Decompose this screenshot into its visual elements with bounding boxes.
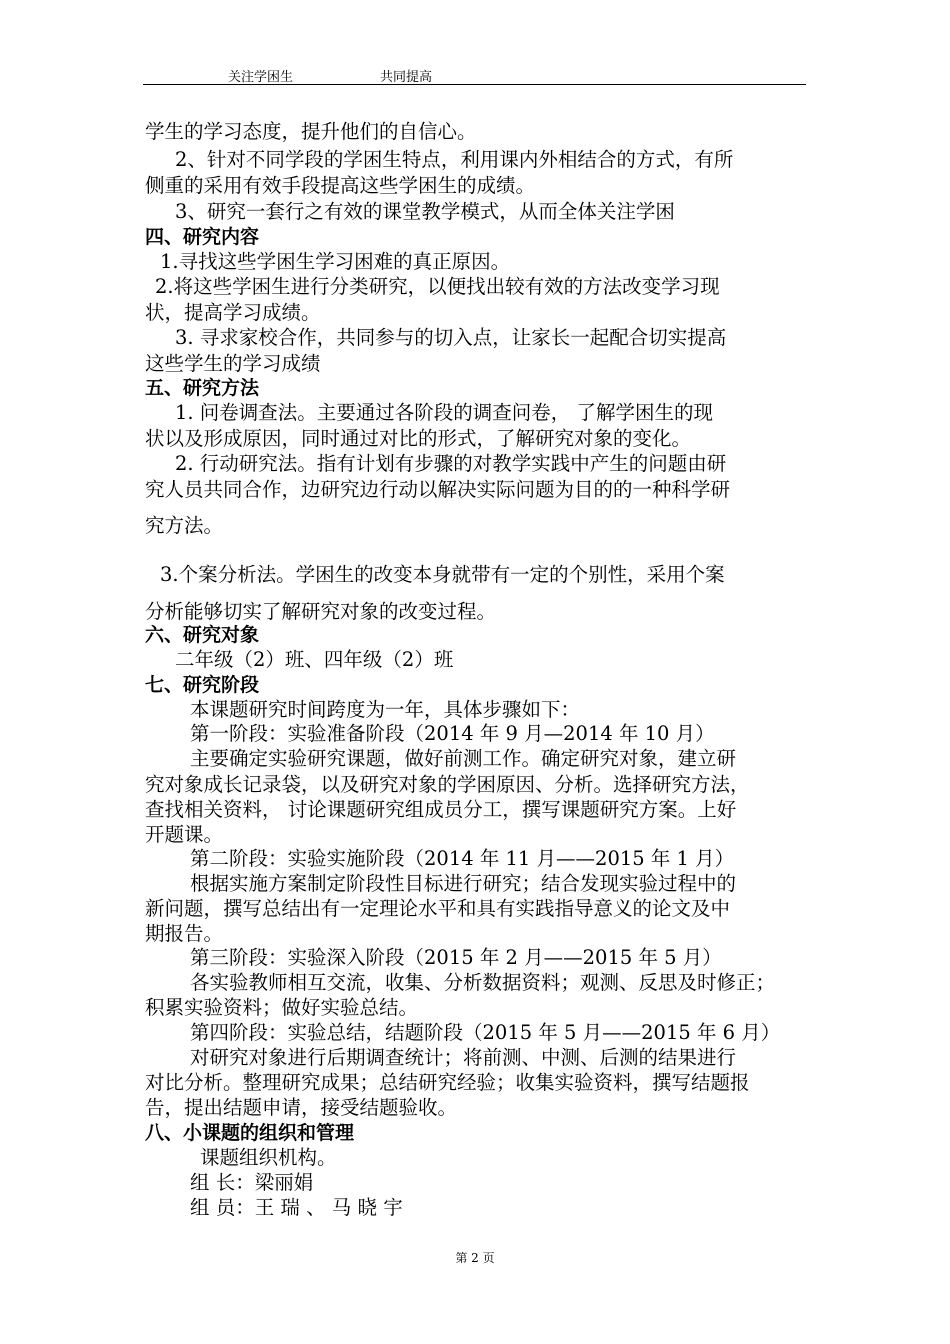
body-line: 2.将这些学困生进行分类研究，以便找出较有效的方法改变学习现	[155, 275, 720, 298]
body-line: 究对象成长记录袋，以及研究对象的学困原因、分析。选择研究方法，	[145, 773, 750, 796]
body-line: 组 员：王 瑞 、 马 晓 宇	[190, 1196, 403, 1219]
header-right: 共同提高	[380, 70, 433, 85]
body-line: 第二阶段：实验实施阶段（2014 年 11 月——2015 年 1 月）	[190, 847, 735, 870]
section-heading: 四、研究内容	[145, 226, 260, 248]
body-line: 3. 寻求家校合作，共同参与的切入点，让家长一起配合切实提高	[175, 326, 727, 349]
body-line: 2. 行动研究法。指有计划有步骤的对教学实践中产生的问题由研	[175, 452, 727, 475]
body-line: 侧重的采用有效手段提高这些学困生的成绩。	[145, 174, 536, 197]
body-line: 根据实施方案制定阶段性目标进行研究；结合发现实验过程中的	[190, 872, 737, 895]
body-line: 学生的学习态度，提升他们的自信心。	[145, 120, 477, 143]
body-line: 各实验教师相互交流，收集、分析数据资料；观测、反思及时修正；	[190, 971, 776, 994]
body-line: 3.个案分析法。学困生的改变本身就带有一定的个别性，采用个案	[160, 563, 725, 586]
body-line: 查找相关资料， 讨论课题研究组成员分工，撰写课题研究方案。上好	[145, 798, 737, 821]
body-line: 主要确定实验研究课题，做好前测工作。确定研究对象，建立研	[190, 747, 737, 770]
body-line: 第一阶段：实验准备阶段（2014 年 9 月—2014 年 10 月）	[190, 722, 715, 745]
body-line: 新问题，撰写总结出有一定理论水平和具有实践指导意义的论文及中	[145, 897, 731, 920]
header-left: 关注学困生	[228, 70, 294, 85]
body-line: 究方法。	[145, 514, 224, 537]
section-heading: 七、研究阶段	[145, 674, 260, 696]
header-divider	[143, 84, 806, 85]
body-line: 组 长：梁丽娟	[190, 1171, 314, 1194]
body-line: 开题课。	[145, 823, 224, 846]
body-line: 3、研究一套行之有效的课堂教学模式，从而全体关注学困	[175, 200, 675, 223]
body-line: 1. 问卷调查法。主要通过各阶段的调查问卷， 了解学困生的现	[175, 401, 714, 424]
body-line: 二年级（2）班、四年级（2）班	[175, 648, 454, 671]
body-line: 告，提出结题申请，接受结题验收。	[145, 1096, 458, 1119]
body-line: 第三阶段：实验深入阶段（2015 年 2 月——2015 年 5 月）	[190, 946, 722, 969]
section-heading: 五、研究方法	[145, 377, 260, 399]
body-line: 2、针对不同学段的学困生特点，利用课内外相结合的方式，有所	[175, 148, 734, 171]
body-line: 本课题研究时间跨度为一年，具体步骤如下：	[190, 698, 581, 721]
section-heading: 八、小课题的组织和管理	[145, 1122, 355, 1144]
body-line: 1.寻找这些学困生学习困难的真正原因。	[160, 250, 511, 273]
body-line: 课题组织机构。	[200, 1146, 337, 1169]
body-line: 状，提高学习成绩。	[145, 301, 321, 324]
body-line: 对研究对象进行后期调查统计；将前测、中测、后测的结果进行	[190, 1046, 737, 1069]
body-line: 究人员共同合作，边研究边行动以解决实际问题为目的的一种科学研	[145, 478, 731, 501]
body-line: 对比分析。整理研究成果；总结研究经验；收集实验资料，撰写结题报	[145, 1071, 750, 1094]
body-line: 分析能够切实了解研究对象的改变过程。	[145, 600, 497, 623]
page-number: 第 2 页	[455, 1251, 495, 1265]
body-line: 积累实验资料；做好实验总结。	[145, 996, 419, 1019]
body-line: 状以及形成原因，同时通过对比的形式，了解研究对象的变化。	[145, 427, 692, 450]
section-heading: 六、研究对象	[145, 624, 260, 646]
body-line: 第四阶段：实验总结，结题阶段（2015 年 5 月——2015 年 6 月）	[190, 1021, 781, 1044]
body-line: 这些学生的学习成绩	[145, 352, 321, 375]
body-line: 期报告。	[145, 922, 224, 945]
